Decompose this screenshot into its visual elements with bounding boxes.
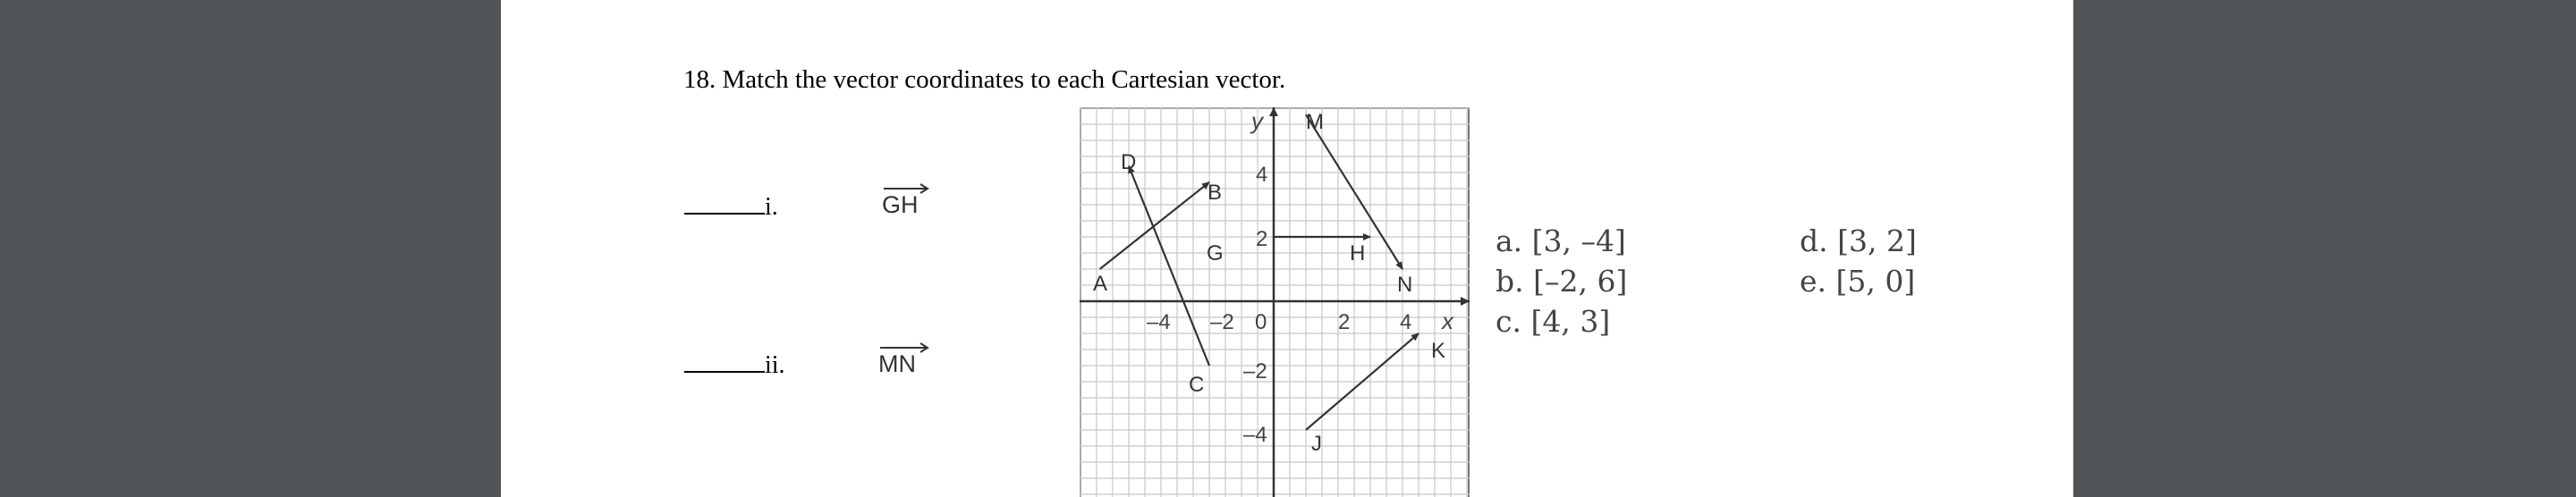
point-label-j: J bbox=[1311, 432, 1322, 456]
point-label-c: C bbox=[1189, 373, 1205, 397]
item-label-ii: ii. bbox=[765, 351, 785, 379]
vector-name-mn: MN bbox=[878, 350, 916, 377]
option-letter: e. bbox=[1800, 264, 1827, 299]
option-letter: b. bbox=[1496, 264, 1524, 299]
option-value: [4, 3] bbox=[1530, 304, 1611, 339]
y-tick-label: –2 bbox=[1243, 359, 1267, 383]
coordinate-grid bbox=[1080, 107, 1470, 497]
item-label-i: i. bbox=[765, 193, 778, 221]
x-tick-label: 2 bbox=[1338, 310, 1351, 334]
point-label-m: M bbox=[1306, 110, 1324, 134]
y-axis-label: y bbox=[1251, 107, 1263, 134]
vector-name-gh: GH bbox=[882, 191, 919, 218]
point-label-d: D bbox=[1121, 150, 1137, 174]
option-value: [–2, 6] bbox=[1533, 264, 1628, 299]
question-heading: 18. Match the vector coordinates to each Cartesian vector. bbox=[683, 65, 1286, 94]
option-value: [5, 0] bbox=[1835, 264, 1916, 299]
vector-label-mn bbox=[878, 350, 916, 378]
option-e bbox=[1800, 264, 1915, 299]
answer-blank-i[interactable] bbox=[684, 213, 765, 215]
option-value: [3, 2] bbox=[1837, 223, 1917, 258]
document-page bbox=[501, 0, 2073, 497]
option-b bbox=[1496, 264, 1627, 299]
vector-arrow-icon bbox=[882, 182, 930, 195]
answer-row-i bbox=[684, 193, 778, 222]
point-label-a: A bbox=[1093, 272, 1108, 296]
x-tick-label: 0 bbox=[1255, 310, 1267, 334]
option-letter: d. bbox=[1800, 223, 1828, 258]
option-a bbox=[1496, 223, 1626, 258]
y-tick-label: –4 bbox=[1243, 423, 1267, 447]
point-label-g: G bbox=[1207, 241, 1224, 265]
x-tick-label: 4 bbox=[1400, 310, 1412, 334]
point-label-b: B bbox=[1208, 181, 1223, 205]
point-label-n: N bbox=[1397, 273, 1413, 297]
option-d bbox=[1800, 223, 1917, 258]
y-tick-label: 2 bbox=[1256, 227, 1268, 251]
point-label-k: K bbox=[1431, 339, 1446, 363]
vector-arrow-icon bbox=[878, 341, 930, 354]
x-axis-label: x bbox=[1442, 307, 1453, 334]
answer-blank-ii[interactable] bbox=[684, 371, 765, 373]
vector-label-gh bbox=[882, 191, 919, 219]
point-label-h: H bbox=[1350, 241, 1366, 265]
x-tick-label: –2 bbox=[1210, 310, 1234, 334]
option-c bbox=[1496, 304, 1610, 339]
option-letter: c. bbox=[1496, 304, 1521, 339]
y-tick-label: 4 bbox=[1256, 163, 1268, 187]
answer-row-ii bbox=[684, 351, 785, 380]
x-tick-label: –4 bbox=[1147, 310, 1171, 334]
option-value: [3, –4] bbox=[1531, 223, 1626, 258]
option-letter: a. bbox=[1496, 223, 1523, 258]
